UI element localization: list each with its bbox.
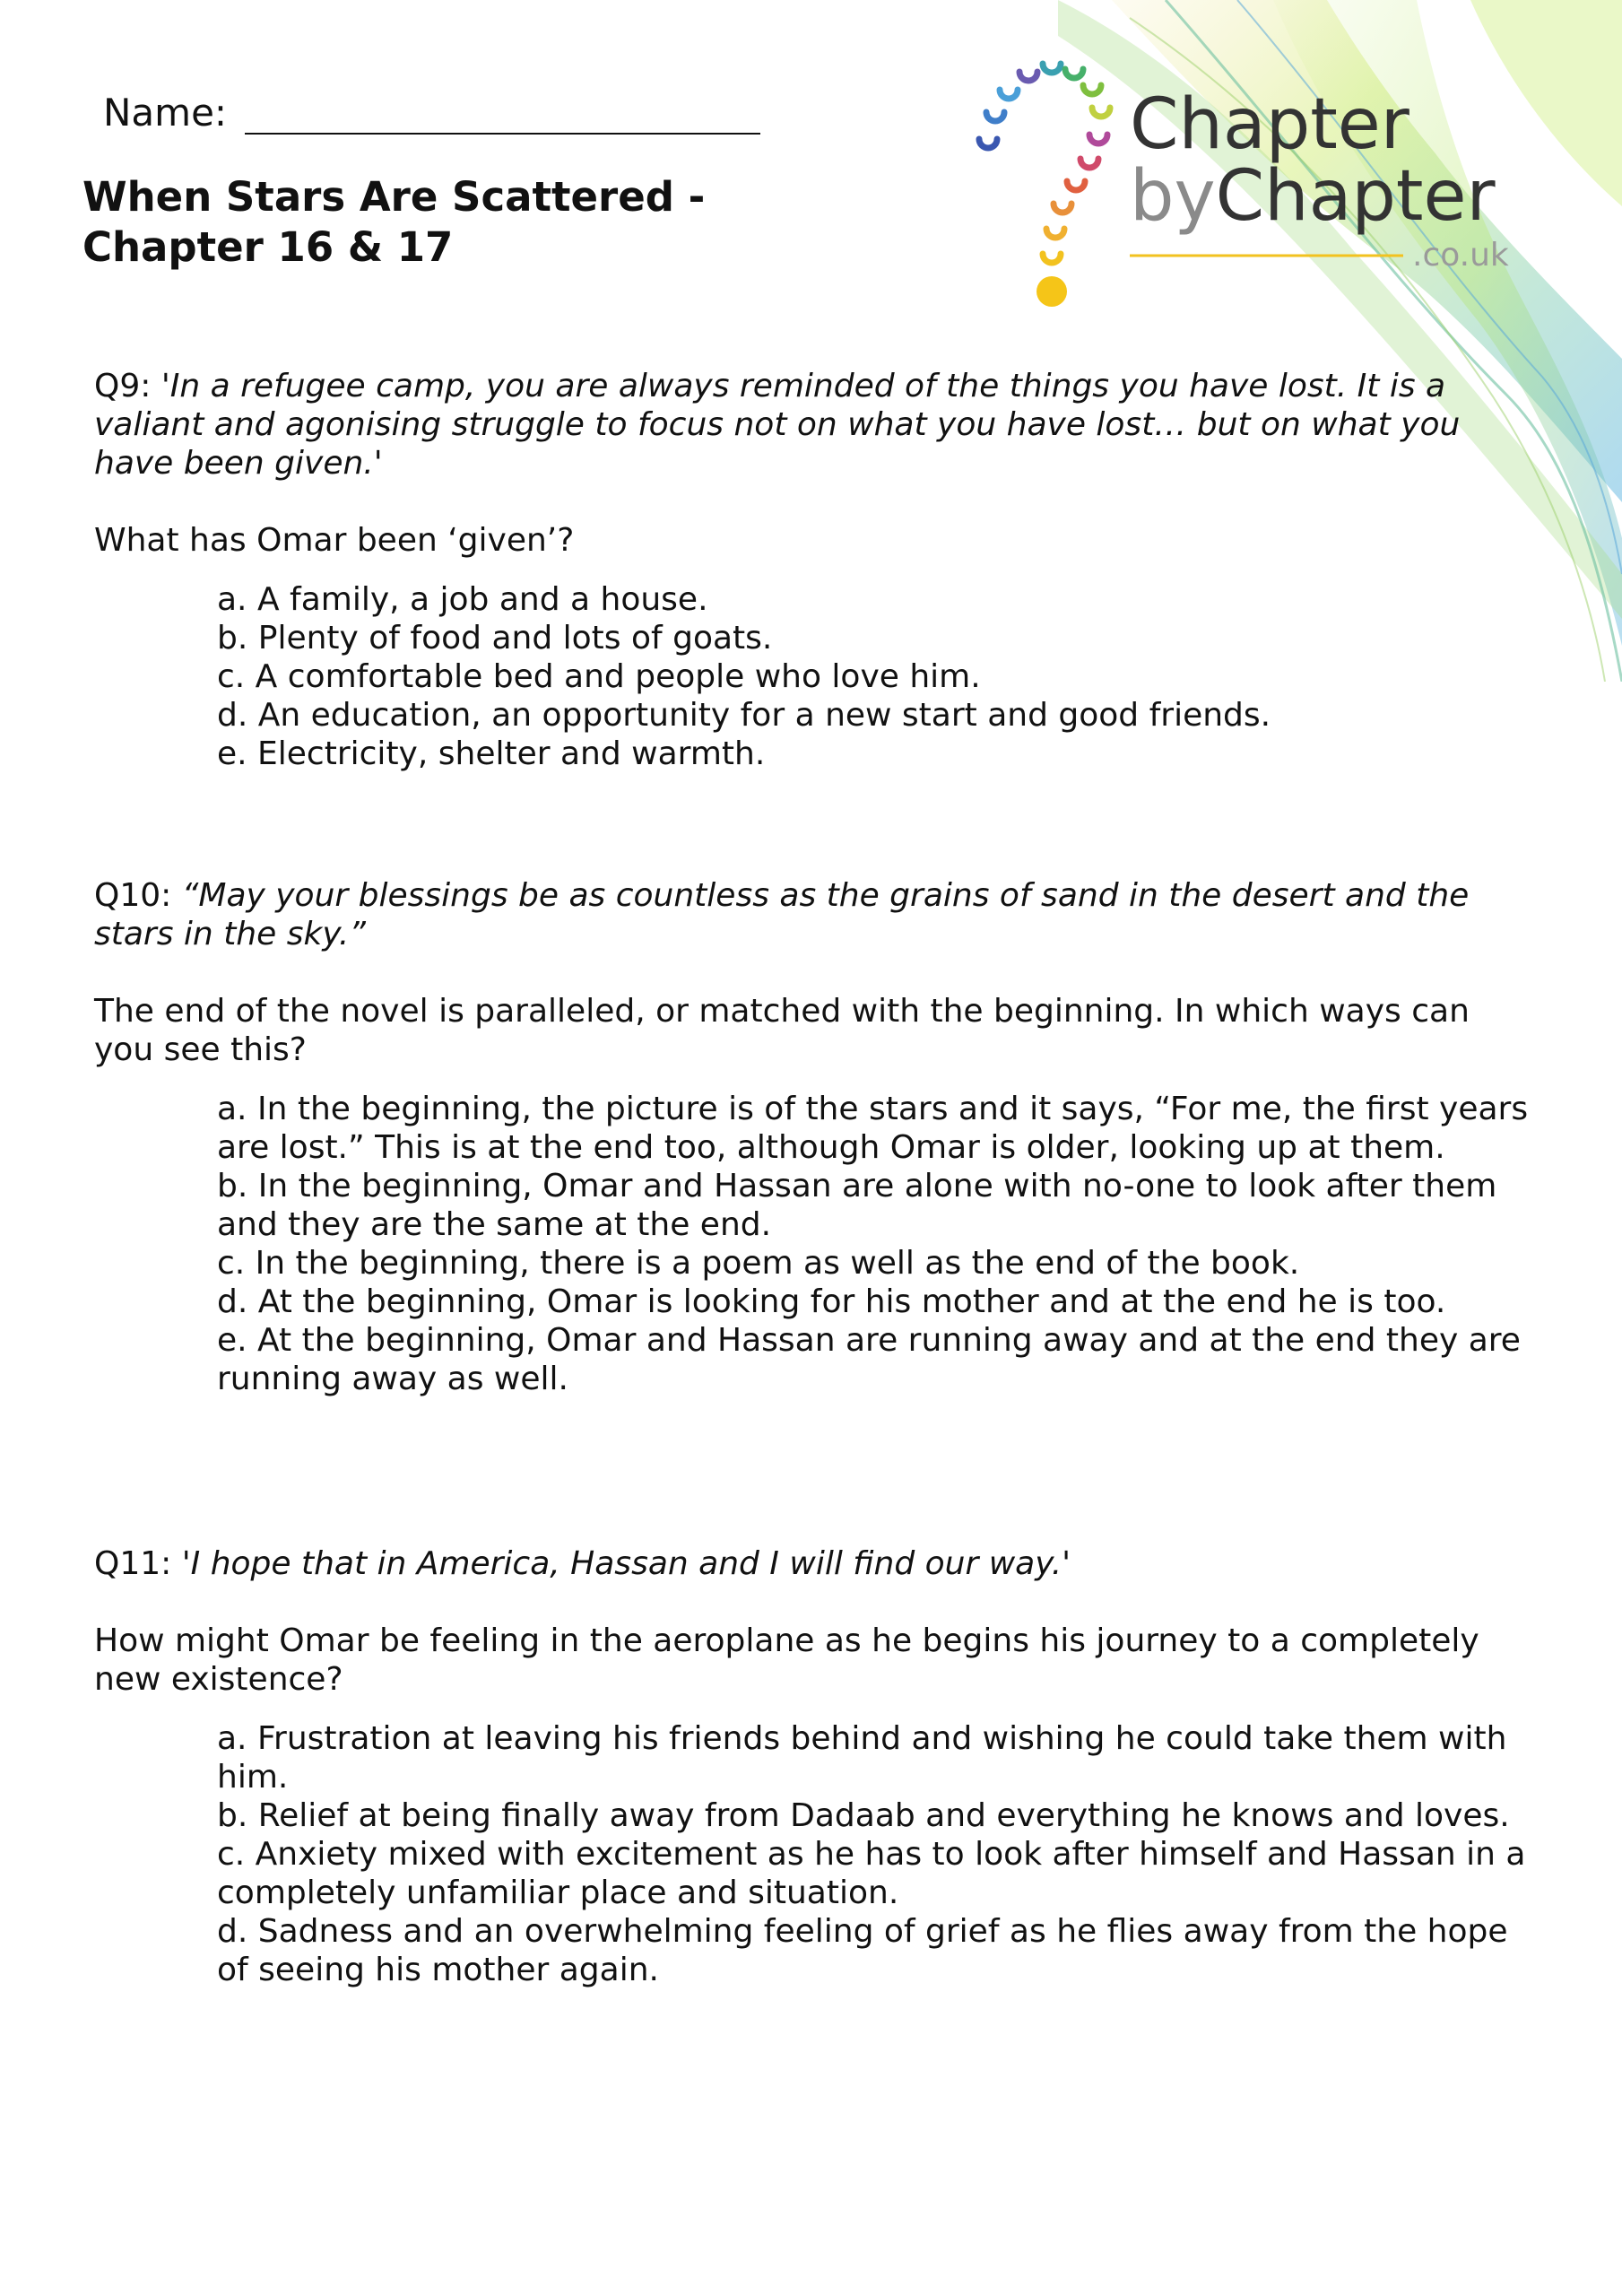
answer-option[interactable]: b. Plenty of food and lots of goats. <box>217 620 773 657</box>
answer-options <box>94 1719 1538 1989</box>
answer-options <box>94 580 1538 773</box>
question-label: Q11: <box>94 1545 172 1582</box>
answer-option[interactable]: a. In the beginning, the picture is of the stars and it says, “For me, the first years are lost.” This is at the end too, although Omar is older, looking up at them. <box>217 1091 1529 1166</box>
question-prompt: What has Omar been ‘given’? <box>94 522 575 559</box>
answer-option[interactable]: c. In the beginning, there is a poem as well as the end of the book. <box>217 1245 1300 1282</box>
question-label: Q9: <box>94 368 152 404</box>
name-label: Name: <box>103 91 228 135</box>
book-arcs-icon <box>979 64 1110 263</box>
chapter-by-chapter-logo <box>964 49 1538 318</box>
name-field[interactable] <box>245 90 760 135</box>
answer-option[interactable]: c. A comfortable bed and people who love him. <box>217 658 981 695</box>
question-quote: 'I hope that in America, Hassan and I will find our way.' <box>181 1545 1071 1582</box>
worksheet-title <box>82 172 889 273</box>
question-q11 <box>94 1544 1538 1989</box>
logo-line2: byChapter <box>1130 156 1496 237</box>
question-text <box>94 1544 1538 1583</box>
answer-options <box>94 1090 1538 1398</box>
question-quote: 'In a refugee camp, you are always reminded of the things you have lost. It is a valiant and agonising struggle to focus not on what you have lost… but on what you have been given.' <box>94 368 1461 482</box>
question-prompt: How might Omar be feeling in the aeroplane as he begins his journey to a completely new existence? <box>94 1622 1479 1698</box>
question-q9 <box>94 367 1538 773</box>
title-line-2: Chapter 16 & 17 <box>82 223 454 271</box>
answer-option[interactable]: d. Sadness and an overwhelming feeling of grief as he flies away from the hope of seeing his mother again. <box>217 1913 1508 1988</box>
answer-option[interactable]: b. In the beginning, Omar and Hassan are alone with no-one to look after them and they are the same at the end. <box>217 1168 1497 1243</box>
dot-icon <box>1037 276 1067 307</box>
question-q10 <box>94 876 1538 1398</box>
answer-option[interactable]: a. Frustration at leaving his friends behind and wishing he could take them with him. <box>217 1720 1507 1796</box>
answer-option[interactable]: e. Electricity, shelter and warmth. <box>217 735 766 772</box>
title-line-1: When Stars Are Scattered - <box>82 173 706 221</box>
logo-line1: Chapter <box>1130 84 1409 165</box>
question-text <box>94 876 1538 953</box>
question-label: Q10: <box>94 877 172 914</box>
answer-option[interactable]: b. Relief at being finally away from Dadaab and everything he knows and loves. <box>217 1797 1510 1834</box>
question-prompt: The end of the novel is paralleled, or matched with the beginning. In which ways can you see this? <box>94 993 1470 1068</box>
question-text <box>94 367 1538 483</box>
answer-option[interactable]: c. Anxiety mixed with excitement as he has to look after himself and Hassan in a completely unfamiliar place and situation. <box>217 1836 1526 1911</box>
name-row <box>103 90 760 135</box>
answer-option[interactable]: a. A family, a job and a house. <box>217 581 708 618</box>
answer-option[interactable]: e. At the beginning, Omar and Hassan are running away and at the end they are running away as well. <box>217 1322 1521 1397</box>
logo-domain: .co.uk <box>1412 237 1509 274</box>
answer-option[interactable]: d. An education, an opportunity for a new start and good friends. <box>217 697 1271 734</box>
answer-option[interactable]: d. At the beginning, Omar is looking for his mother and at the end he is too. <box>217 1283 1446 1320</box>
question-quote: “May your blessings be as countless as the grains of sand in the desert and the stars in the sky.” <box>94 877 1470 952</box>
